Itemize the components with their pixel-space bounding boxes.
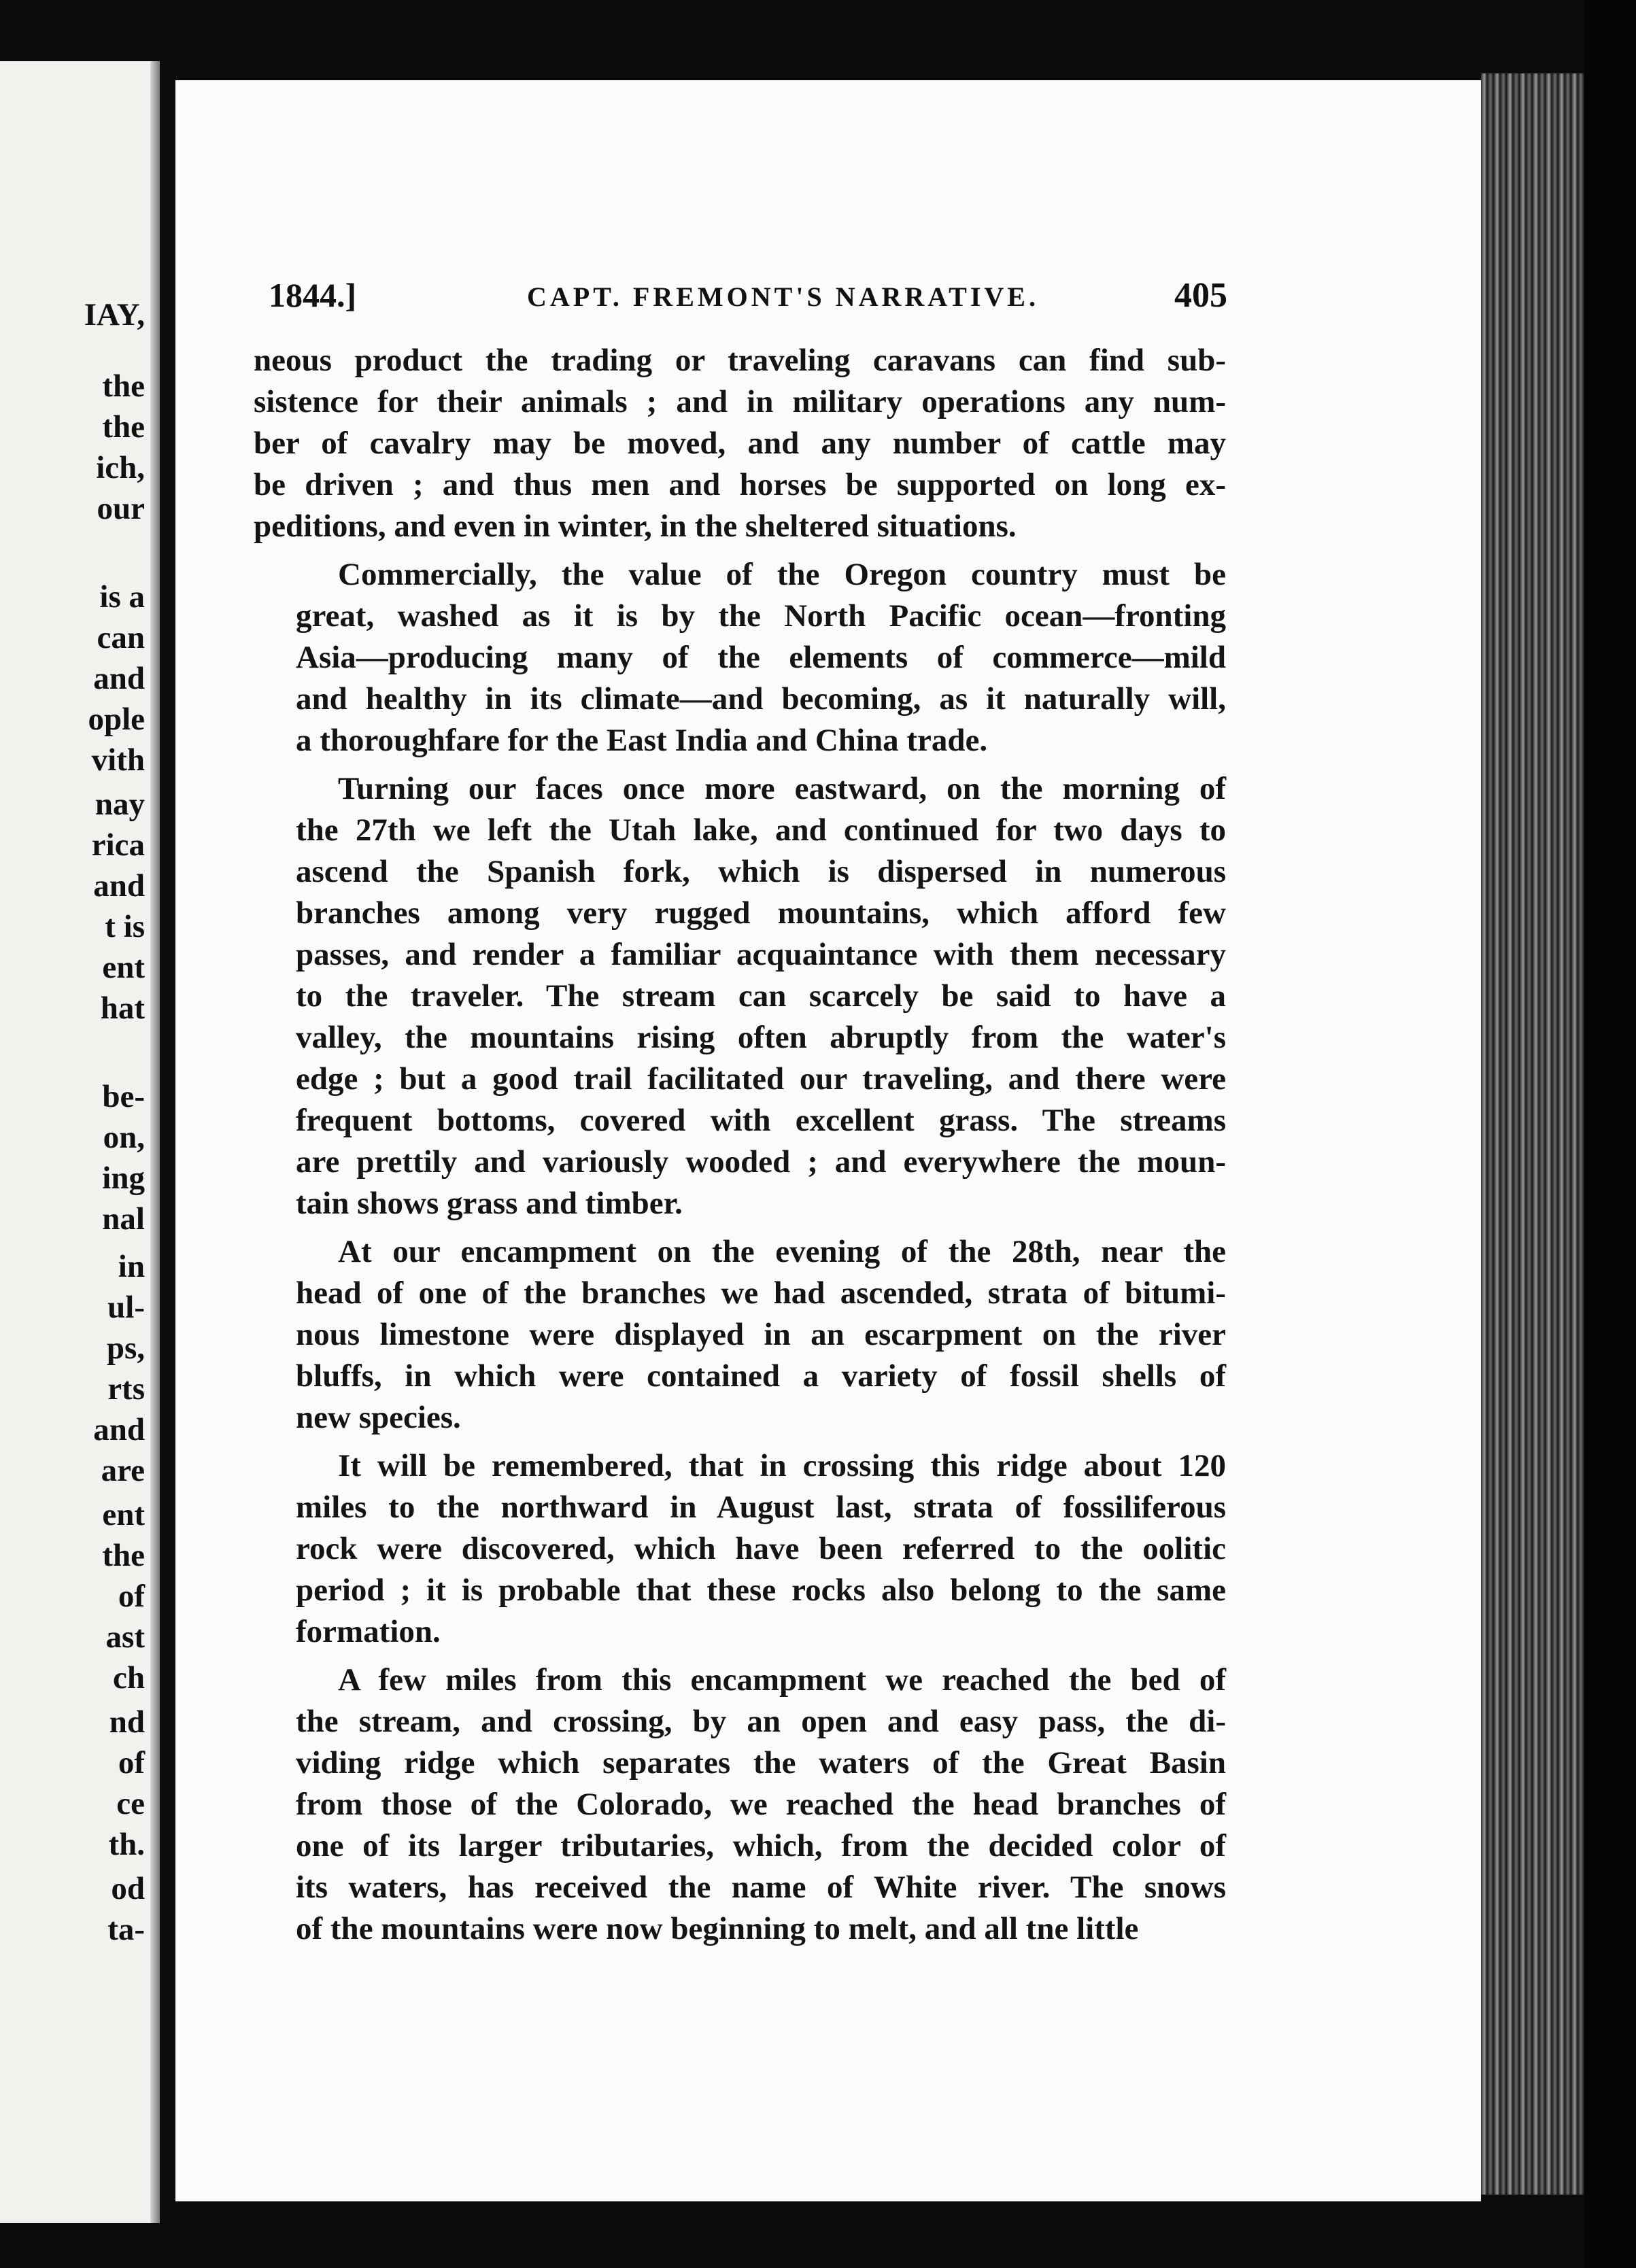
text-line: are prettily and variously wooded ; and everywhere the moun- (296, 1144, 1226, 1180)
text-line: and healthy in its climate—and becoming, as it naturally will, (296, 681, 1226, 717)
text-line: Turning our faces once more eastward, on the morning of (338, 771, 1226, 806)
text-line: Commercially, the value of the Oregon country must be (338, 557, 1226, 592)
left-page-fragment: in (118, 1249, 145, 1284)
body-text (254, 340, 1226, 1957)
text-line: Asia—producing many of the elements of commerce—mild (296, 640, 1226, 675)
left-page-fragment: be- (102, 1079, 145, 1114)
left-page-fragment: ul- (107, 1290, 145, 1325)
left-page-fragment: od (111, 1871, 145, 1906)
left-page-fragment: ch (113, 1660, 145, 1696)
text-line: ascend the Spanish fork, which is dispersed in numerous (296, 854, 1226, 889)
text-line: period ; it is probable that these rocks also belong to the same (296, 1573, 1226, 1608)
text-line: viding ridge which separates the waters of the Great Basin (296, 1745, 1226, 1781)
left-page-fragment: ent (102, 1497, 145, 1532)
header-year: 1844.] (269, 276, 357, 314)
left-page-fragment: t is (105, 909, 145, 944)
left-page-fragment: the (102, 1538, 145, 1573)
text-line: It will be remembered, that in crossing this ridge about 120 (338, 1448, 1226, 1483)
left-page-fragment: hat (100, 991, 145, 1026)
text-line: formation. (296, 1614, 441, 1649)
left-page-fragment: ta- (107, 1912, 145, 1947)
left-page-fragment: and (93, 1412, 145, 1447)
left-page-fragment: of (118, 1579, 145, 1614)
text-line: tain shows grass and timber. (296, 1186, 683, 1221)
left-page-fragment: ps, (106, 1330, 145, 1366)
left-page-fragment: and (93, 868, 145, 904)
left-page-fragment: rica (91, 827, 145, 863)
text-line: of the mountains were now beginning to melt, and all tne little (296, 1911, 1139, 1946)
left-page-fragment: the (102, 409, 145, 445)
paragraph (254, 768, 1226, 1224)
page-number: 405 (1174, 276, 1227, 315)
left-page-fragment: nal (102, 1201, 145, 1237)
left-page (0, 61, 160, 2223)
text-line: A few miles from this encampment we reached the bed of (338, 1662, 1226, 1698)
left-page-fragment: ople (88, 702, 145, 737)
text-line: edge ; but a good trail facilitated our traveling, and there were (296, 1061, 1226, 1097)
text-line: be driven ; and thus men and horses be supported on long ex- (254, 467, 1226, 502)
text-line: peditions, and even in winter, in the sheltered situations. (254, 509, 1017, 544)
left-page-gutter (150, 61, 160, 2223)
text-line: nous limestone were displayed in an escarpment on the river (296, 1317, 1226, 1352)
text-line: to the traveler. The stream can scarcely be said to have a (296, 978, 1226, 1014)
left-page-fragment: is a (99, 579, 145, 615)
paragraph (254, 340, 1226, 547)
left-page-fragment: ent (102, 950, 145, 985)
left-page-fragment: IAY, (84, 297, 145, 332)
left-page-fragment: th. (108, 1827, 145, 1862)
left-page-fragment: and (93, 661, 145, 696)
left-page-fragment: vith (91, 742, 145, 778)
text-line: valley, the mountains rising often abruptly from the water's (296, 1020, 1226, 1055)
text-line: the stream, and crossing, by an open and easy pass, the di- (296, 1704, 1226, 1739)
paragraph (254, 554, 1226, 761)
text-line: one of its larger tributaries, which, from the decided color of (296, 1828, 1226, 1863)
left-page-fragment: ich, (96, 450, 145, 485)
text-line: from those of the Colorado, we reached the head branches of (296, 1787, 1226, 1822)
text-line: branches among very rugged mountains, which afford few (296, 895, 1226, 931)
left-page-fragment: can (97, 620, 145, 655)
text-line: bluffs, in which were contained a variety of fossil shells of (296, 1358, 1226, 1394)
text-line: its waters, has received the name of White river. The snows (296, 1870, 1226, 1905)
text-line: sistence for their animals ; and in military operations any num- (254, 384, 1226, 419)
left-page-fragment: nay (95, 787, 145, 822)
left-page-fragment: nd (109, 1704, 145, 1740)
text-line: head of one of the branches we had ascended, strata of bitumi- (296, 1275, 1226, 1311)
paragraph (254, 1231, 1226, 1439)
left-page-fragment: ce (116, 1786, 145, 1821)
paragraph (254, 1660, 1226, 1950)
text-line: At our encampment on the evening of the 28th, near the (338, 1234, 1226, 1269)
text-line: rock were discovered, which have been referred to the oolitic (296, 1531, 1226, 1566)
left-page-fragment: of (118, 1745, 145, 1781)
text-line: neous product the trading or traveling caravans can find sub- (254, 343, 1226, 378)
left-page-fragment: our (97, 491, 145, 526)
left-page-fragment: ast (105, 1619, 145, 1655)
left-page-fragment: ing (102, 1161, 145, 1196)
text-line: passes, and render a familiar acquaintance with them necessary (296, 937, 1226, 972)
text-line: new species. (296, 1400, 461, 1435)
text-line: frequent bottoms, covered with excellent grass. The streams (296, 1103, 1226, 1138)
left-page-fragment: the (102, 368, 145, 404)
text-line: ber of cavalry may be moved, and any number of cattle may (254, 426, 1226, 461)
text-line: great, washed as it is by the North Pacific ocean—fronting (296, 598, 1226, 634)
text-line: miles to the northward in August last, strata of fossiliferous (296, 1490, 1226, 1525)
running-header (269, 275, 1227, 323)
left-page-fragment: rts (107, 1371, 145, 1407)
text-line: a thoroughfare for the East India and China trade. (296, 723, 988, 758)
left-page-fragment: on, (103, 1120, 145, 1155)
text-line: the 27th we left the Utah lake, and continued for two days to (296, 812, 1226, 848)
paragraph (254, 1445, 1226, 1653)
header-title: CAPT. FREMONT'S NARRATIVE. (527, 281, 1039, 312)
left-page-fragment: are (101, 1453, 145, 1488)
book-edge-shadow (1584, 0, 1636, 2268)
